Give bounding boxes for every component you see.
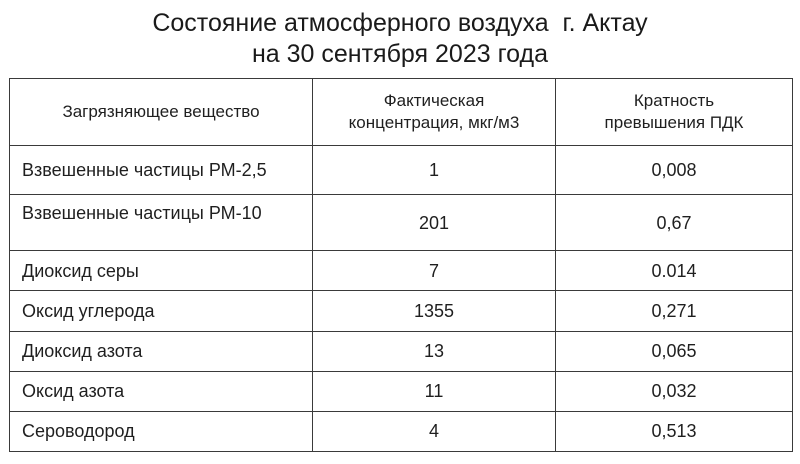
substance-cell: Сероводород <box>10 411 313 451</box>
ratio-cell: 0,271 <box>556 291 793 331</box>
table-row <box>10 371 793 411</box>
concentration-cell: 1 <box>313 146 556 195</box>
ratio-cell: 0,67 <box>556 195 793 251</box>
title-line-1: Состояние атмосферного воздуха г. Актау <box>152 9 648 37</box>
header-concentration-line-2: концентрация, мкг/м3 <box>348 113 520 132</box>
header-concentration-line-1: Фактическая <box>383 91 485 110</box>
header-ratio-line-1: Кратность <box>633 91 715 110</box>
ratio-cell: 0,032 <box>556 371 793 411</box>
table-row <box>10 146 793 195</box>
substance-cell: Взвешенные частицы РМ-2,5 <box>10 146 313 195</box>
header-ratio-line-2: превышения ПДК <box>604 113 744 132</box>
ratio-cell: 0,065 <box>556 331 793 371</box>
substance-cell: Оксид азота <box>10 371 313 411</box>
concentration-cell: 4 <box>313 411 556 451</box>
table-row <box>10 195 793 251</box>
ratio-cell: 0.014 <box>556 251 793 291</box>
table-header <box>10 79 793 146</box>
table-row <box>10 291 793 331</box>
pollutants-table-container <box>9 78 792 452</box>
header-substance-text: Загрязняющее вещество <box>62 102 260 121</box>
table-body <box>10 146 793 452</box>
header-row <box>10 79 793 146</box>
ratio-cell: 0,008 <box>556 146 793 195</box>
pollutants-table <box>9 78 793 452</box>
header-ratio <box>556 79 793 146</box>
concentration-cell: 201 <box>313 195 556 251</box>
concentration-cell: 13 <box>313 331 556 371</box>
concentration-cell: 11 <box>313 371 556 411</box>
concentration-cell: 1355 <box>313 291 556 331</box>
substance-cell: Оксид углерода <box>10 291 313 331</box>
ratio-cell: 0,513 <box>556 411 793 451</box>
title-line-2: на 30 сентября 2023 года <box>251 40 548 68</box>
concentration-cell: 7 <box>313 251 556 291</box>
table-row <box>10 411 793 451</box>
table-row <box>10 331 793 371</box>
header-concentration <box>313 79 556 146</box>
header-substance <box>10 79 313 146</box>
substance-cell: Диоксид серы <box>10 251 313 291</box>
substance-cell: Диоксид азота <box>10 331 313 371</box>
substance-cell: Взвешенные частицы РМ-10 <box>10 195 313 251</box>
table-row <box>10 251 793 291</box>
document-title <box>0 8 800 70</box>
